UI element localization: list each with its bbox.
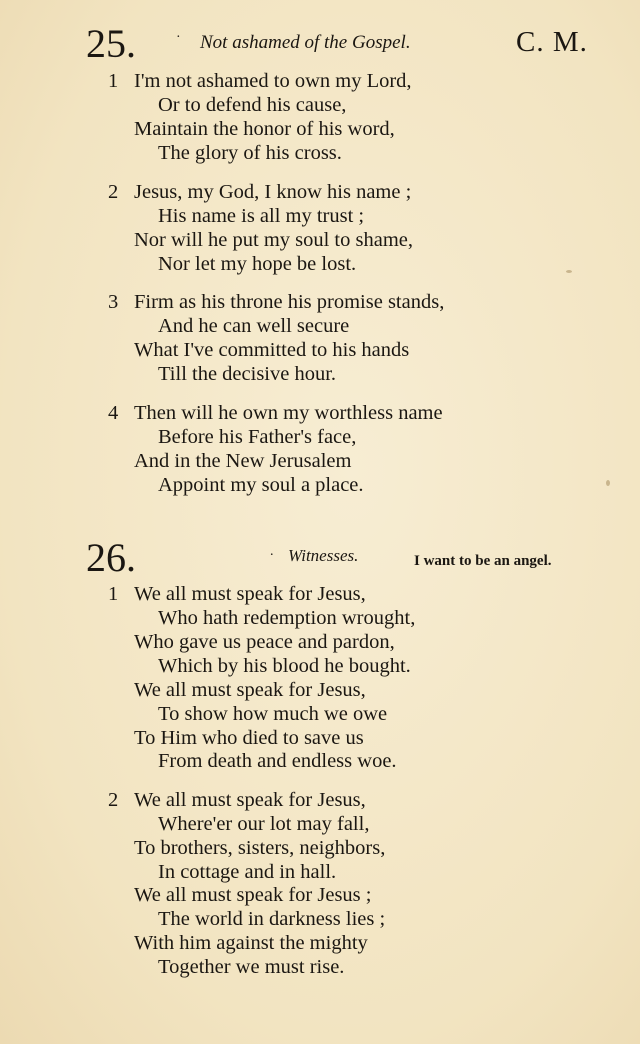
paper-speck bbox=[606, 480, 610, 486]
verse-line: And he can well secure bbox=[158, 315, 350, 337]
verse-line: We all must speak for Jesus, bbox=[134, 583, 366, 605]
verse-line: Maintain the honor of his word, bbox=[134, 118, 395, 140]
hymn-25-number: 25. bbox=[86, 21, 136, 66]
verse-line: In cottage and in hall. bbox=[158, 861, 337, 883]
verse-line: Which by his blood he bought. bbox=[158, 655, 411, 677]
verse-line: Or to defend his cause, bbox=[158, 94, 347, 116]
ornament-dot: . bbox=[270, 544, 274, 559]
verse-line: Nor let my hope be lost. bbox=[158, 253, 357, 275]
verse-line: Nor will he put my soul to shame, bbox=[134, 229, 414, 251]
verse-line: To brothers, sisters, neighbors, bbox=[134, 837, 386, 859]
ornament-dot: · bbox=[176, 30, 181, 45]
paper-speck bbox=[566, 270, 572, 273]
verse-line: From death and endless woe. bbox=[158, 750, 397, 772]
hymn-25-meter: C. M. bbox=[516, 26, 588, 58]
verse-line: The world in darkness lies ; bbox=[158, 908, 386, 930]
verse-number: 2 bbox=[108, 181, 119, 203]
verse-line: We all must speak for Jesus, bbox=[134, 789, 366, 811]
verse-line: Before his Father's face, bbox=[158, 426, 357, 448]
verse-line: Firm as his throne his promise stands, bbox=[134, 291, 445, 313]
verse-line: Together we must rise. bbox=[158, 956, 345, 978]
verse-line: What I've committed to his hands bbox=[134, 339, 410, 361]
verse-line: Till the decisive hour. bbox=[158, 363, 337, 385]
verse-line: Jesus, my God, I know his name ; bbox=[134, 181, 412, 203]
verse-line: To Him who died to save us bbox=[134, 727, 364, 749]
verse-line: I'm not ashamed to own my Lord, bbox=[134, 70, 412, 92]
verse-line: To show how much we owe bbox=[158, 703, 388, 725]
verse-number: 4 bbox=[108, 402, 119, 424]
verse-line: Appoint my soul a place. bbox=[158, 474, 364, 496]
verse-number: 1 bbox=[108, 583, 119, 605]
hymn-26-title: Witnesses. bbox=[288, 546, 359, 565]
verse-line: Who gave us peace and pardon, bbox=[134, 631, 395, 653]
verse-line: We all must speak for Jesus, bbox=[134, 679, 366, 701]
hymn-25-title: Not ashamed of the Gospel. bbox=[200, 32, 411, 53]
verse-line: Where'er our lot may fall, bbox=[158, 813, 370, 835]
verse-line: And in the New Jerusalem bbox=[134, 450, 352, 472]
verse-line: Then will he own my worthless name bbox=[134, 402, 443, 424]
verse-line: With him against the mighty bbox=[134, 932, 368, 954]
verse-line: His name is all my trust ; bbox=[158, 205, 365, 227]
verse-number: 1 bbox=[108, 70, 119, 92]
verse-line: We all must speak for Jesus ; bbox=[134, 884, 372, 906]
verse-line: Who hath redemption wrought, bbox=[158, 607, 416, 629]
verse-line: The glory of his cross. bbox=[158, 142, 342, 164]
hymn-26-tune: I want to be an angel. bbox=[414, 553, 552, 569]
verse-number: 2 bbox=[108, 789, 119, 811]
hymn-26-number: 26. bbox=[86, 535, 136, 580]
verse-number: 3 bbox=[108, 291, 119, 313]
